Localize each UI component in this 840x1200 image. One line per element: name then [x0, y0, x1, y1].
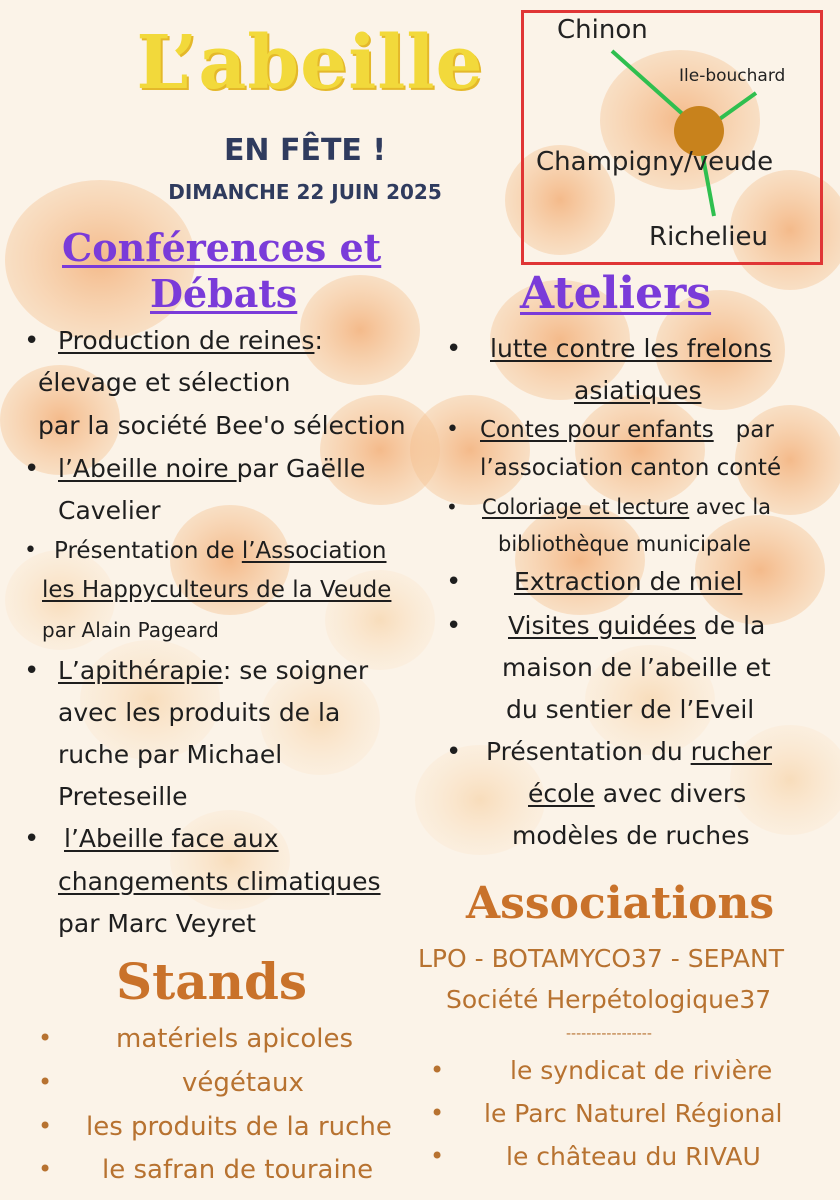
- list-item: végétaux: [182, 1068, 304, 1098]
- bullet-icon: •: [38, 1068, 53, 1096]
- list-item: lutte contre les frelons: [490, 334, 772, 363]
- bullet-icon: •: [446, 334, 462, 364]
- bullet-icon: •: [24, 538, 37, 563]
- location-map: [521, 10, 823, 265]
- conferences-heading-line1: Conférences et: [62, 225, 382, 270]
- bullet-icon: •: [24, 824, 40, 854]
- list-item: par Alain Pageard: [42, 618, 219, 642]
- list-item: par la société Bee'o sélection: [38, 411, 406, 440]
- list-item: Preteseille: [58, 782, 188, 811]
- bullet-icon: •: [430, 1142, 445, 1170]
- list-item: asiatiques: [574, 376, 702, 405]
- list-item: Coloriage et lecture avec la: [482, 495, 772, 519]
- list-item: l’Abeille face aux: [64, 824, 279, 853]
- bullet-icon: •: [24, 326, 40, 356]
- conferences-heading-line2: Débats: [150, 271, 298, 316]
- list-item: Production de reines:: [58, 326, 323, 355]
- bullet-icon: •: [430, 1099, 445, 1127]
- list-item: bibliothèque municipale: [498, 532, 751, 556]
- list-item: Cavelier: [58, 496, 161, 525]
- associations-line1: LPO - BOTAMYCO37 - SEPANT: [418, 944, 784, 973]
- list-item: changements climatiques: [58, 867, 381, 896]
- list-item: le safran de touraine: [102, 1155, 374, 1185]
- list-item: Présentation du rucher: [486, 737, 772, 766]
- associations-separator: -----------------: [566, 1026, 652, 1042]
- list-item: élevage et sélection: [38, 368, 291, 397]
- bullet-icon: •: [24, 656, 40, 686]
- list-item: avec les produits de la: [58, 698, 341, 727]
- bullet-icon: •: [38, 1155, 53, 1183]
- list-item: les Happyculteurs de la Veude: [42, 577, 392, 603]
- list-item: Contes pour enfants par: [480, 417, 774, 443]
- associations-line2: Société Herpétologique37: [446, 985, 772, 1014]
- bullet-icon: •: [38, 1112, 53, 1140]
- list-item: le château du RIVAU: [506, 1142, 761, 1171]
- bullet-icon: •: [24, 454, 40, 484]
- bullet-icon: •: [446, 611, 462, 641]
- event-subtitle: EN FÊTE !: [223, 133, 387, 168]
- bullet-icon: •: [446, 417, 459, 442]
- associations-heading: Associations: [466, 878, 775, 929]
- list-item: les produits de la ruche: [86, 1112, 392, 1142]
- list-item: ruche par Michael: [58, 740, 283, 769]
- page-title: L’abeille: [136, 20, 484, 106]
- list-item: Visites guidées de la: [508, 611, 766, 640]
- list-item: Extraction de miel: [514, 567, 743, 596]
- list-item: l’Abeille noire par Gaëlle: [58, 454, 366, 483]
- list-item: le Parc Naturel Régional: [484, 1099, 783, 1128]
- stands-heading: Stands: [116, 952, 308, 1011]
- list-item: le syndicat de rivière: [510, 1056, 773, 1085]
- bullet-icon: •: [430, 1056, 445, 1084]
- list-item: maison de l’abeille et: [502, 653, 771, 682]
- list-item: l’association canton conté: [480, 455, 782, 481]
- list-item: école avec divers: [528, 779, 747, 808]
- bullet-icon: •: [38, 1024, 53, 1052]
- list-item: par Marc Veyret: [58, 909, 256, 938]
- list-item: du sentier de l’Eveil: [506, 695, 755, 724]
- bullet-icon: •: [446, 737, 462, 767]
- map-label-richelieu: Richelieu: [649, 222, 768, 252]
- event-date: DIMANCHE 22 JUIN 2025: [168, 180, 442, 204]
- list-item: Présentation de l’Association: [54, 538, 387, 564]
- map-label-chinon: Chinon: [557, 15, 648, 45]
- map-label-champigny: Champigny/veude: [536, 147, 774, 177]
- bullet-icon: •: [446, 567, 462, 597]
- list-item: modèles de ruches: [512, 821, 750, 850]
- bullet-icon: •: [446, 495, 458, 519]
- map-label-ile-bouchard: Ile-bouchard: [679, 66, 786, 86]
- list-item: L’apithérapie: se soigner: [58, 656, 369, 685]
- ateliers-heading: Ateliers: [520, 268, 712, 319]
- list-item: matériels apicoles: [116, 1024, 354, 1054]
